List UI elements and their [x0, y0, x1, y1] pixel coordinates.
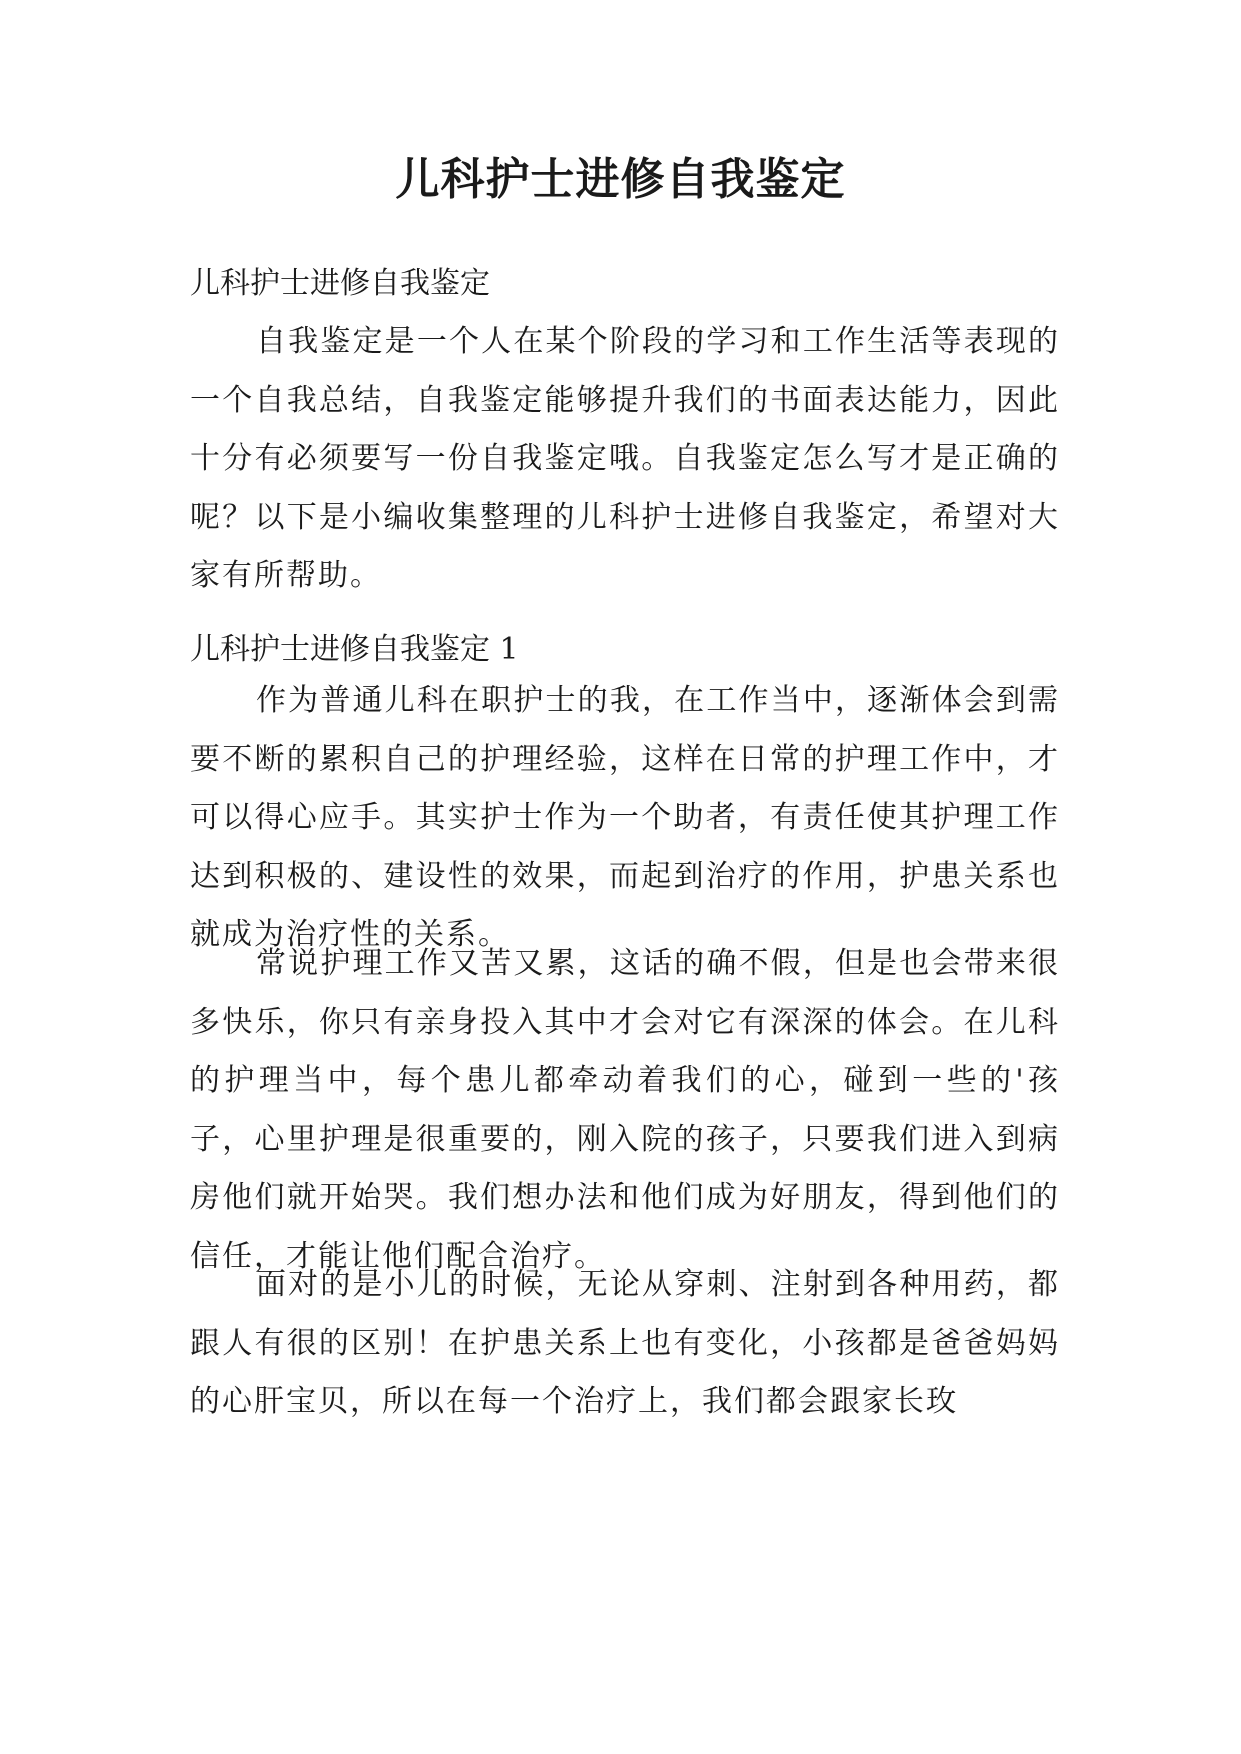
intro-heading: 儿科护士进修自我鉴定: [190, 266, 490, 301]
intro-paragraph: 自我鉴定是一个人在某个阶段的学习和工作生活等表现的一个自我总结，自我鉴定能够提升我们的书面表达能力，因此十分有必须要写一份自我鉴定哦。自我鉴定怎么写才是正确的呢？以下是小编收集整理的儿科护士进修自我鉴定，希望对大家有所帮助。: [190, 324, 1060, 593]
section-1-paragraph-1: 作为普通儿科在职护士的我，在工作当中，逐渐体会到需要不断的累积自己的护理经验，这样在日常的护理工作中，才可以得心应手。其实护士作为一个助者，有责任使其护理工作达到积极的、建设性的效果，而起到治疗的作用，护患关系也就成为治疗性的关系。: [190, 683, 1060, 952]
section-1-paragraph-3: 面对的是小儿的时候，无论从穿刺、注射到各种用药，都跟人有很的区别！在护患关系上也有变化，小孩都是爸爸妈妈的心肝宝贝，所以在每一个治疗上，我们都会跟家长玫: [190, 1267, 1060, 1419]
section-1-paragraph-2: 常说护理工作又苦又累，这话的确不假，但是也会带来很多快乐，你只有亲身投入其中才会对它有深深的体会。在儿科的护理当中，每个患儿都牵动着我们的心，碰到一些的'孩子，心里护理是很重要的，刚入院的孩子，只要我们进入到病房他们就开始哭。我们想办法和他们成为好朋友，得到他们的信任，才能让他们配合治疗。: [190, 946, 1060, 1274]
document-title: 儿科护士进修自我鉴定: [395, 154, 846, 205]
section-1-heading: 儿科护士进修自我鉴定 1: [190, 632, 519, 667]
